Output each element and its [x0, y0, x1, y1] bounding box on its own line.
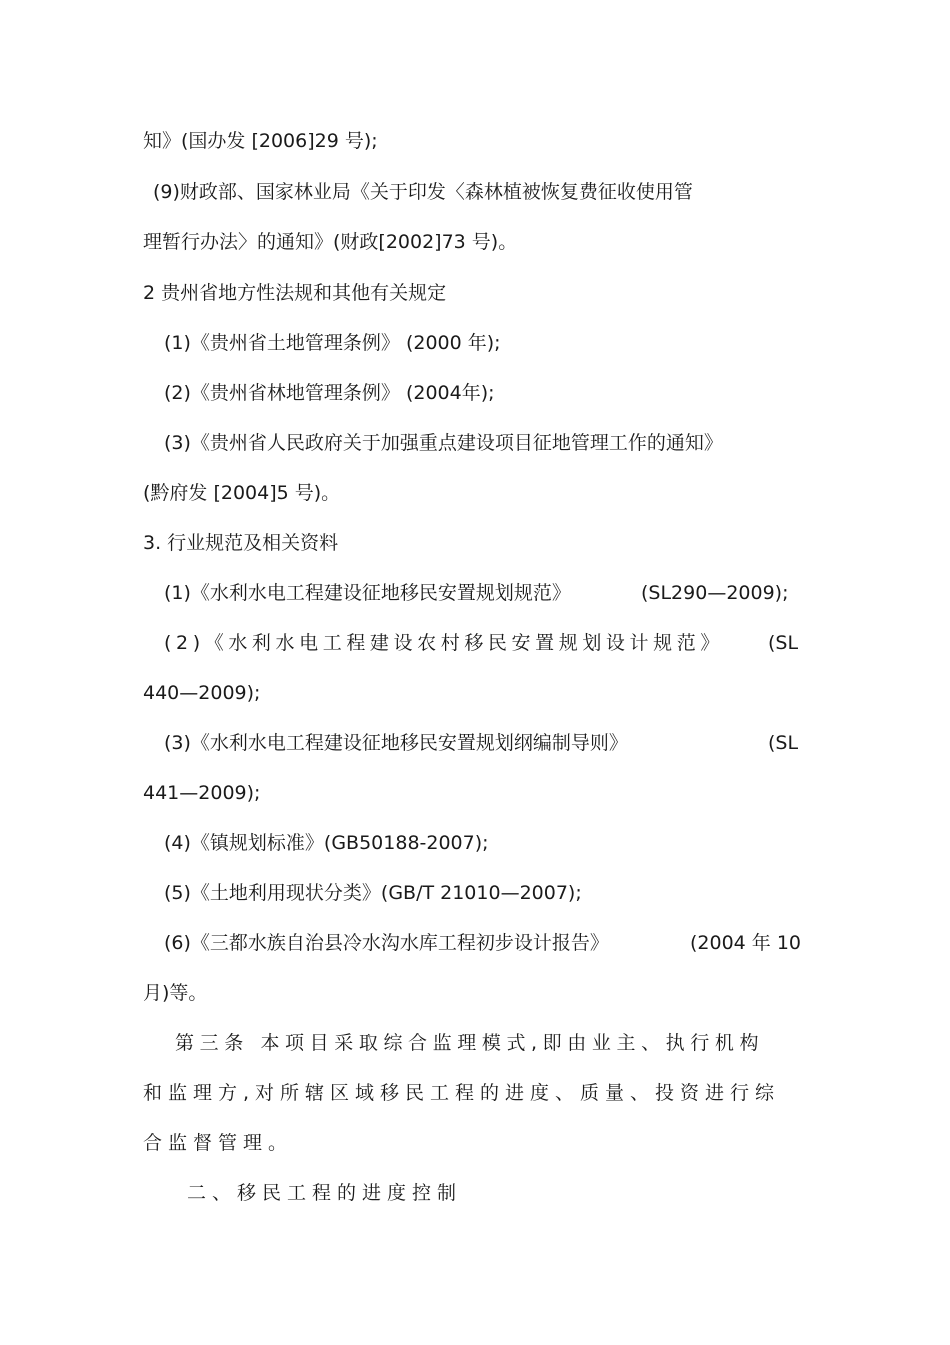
chapter-heading-progress-control: 二、移民工程的进度控制: [187, 1182, 463, 1204]
text-line-13-code: (SL: [768, 732, 799, 754]
text-line-18: 月)等。: [143, 982, 208, 1004]
text-line-3: 理暂行办法〉的通知》(财政[2002]73 号)。: [143, 231, 518, 253]
text-line-14: 441—2009);: [143, 782, 261, 804]
article-three-line-2: 和监理方,对所辖区域移民工程的进度、质量、投资进行综: [143, 1082, 781, 1104]
text-line-13-title: (3)《水利水电工程建设征地移民安置规划纲编制导则》: [164, 732, 628, 754]
text-line-8: (黔府发 [2004]5 号)。: [143, 482, 341, 504]
text-line-16: (5)《土地利用现状分类》(GB/T 21010—2007);: [164, 882, 582, 904]
text-line-6: (2)《贵州省林地管理条例》 (2004年);: [164, 382, 495, 404]
text-line-12: 440—2009);: [143, 682, 261, 704]
section-heading-3: 3. 行业规范及相关资料: [143, 532, 339, 554]
article-three-line-3: 合监督管理。: [143, 1132, 294, 1154]
text-line-10-title: (1)《水利水电工程建设征地移民安置规划规范》: [164, 582, 571, 604]
text-line-15: (4)《镇规划标准》(GB50188-2007);: [164, 832, 489, 854]
article-three-line-1: 第三条 本项目采取综合监理模式,即由业主、执行机构: [175, 1032, 765, 1054]
section-heading-2: 2 贵州省地方性法规和其他有关规定: [143, 282, 447, 304]
text-line-2: (9)财政部、国家林业局《关于印发〈森林植被恢复费征收使用管: [153, 181, 693, 203]
text-line-17-title: (6)《三都水族自治县冷水沟水库工程初步设计报告》: [164, 932, 609, 954]
text-line-11-title: (2)《水利水电工程建设农村移民安置规划设计规范》: [164, 632, 724, 654]
text-line-10-code: (SL290—2009);: [641, 582, 789, 604]
text-line-11-code: (SL: [768, 632, 799, 654]
text-line-17-date: (2004 年 10: [690, 932, 802, 954]
text-line-1: 知》(国办发 [2006]29 号);: [143, 130, 378, 152]
text-line-7: (3)《贵州省人民政府关于加强重点建设项目征地管理工作的通知》: [164, 432, 723, 454]
text-line-5: (1)《贵州省土地管理条例》 (2000 年);: [164, 332, 501, 354]
